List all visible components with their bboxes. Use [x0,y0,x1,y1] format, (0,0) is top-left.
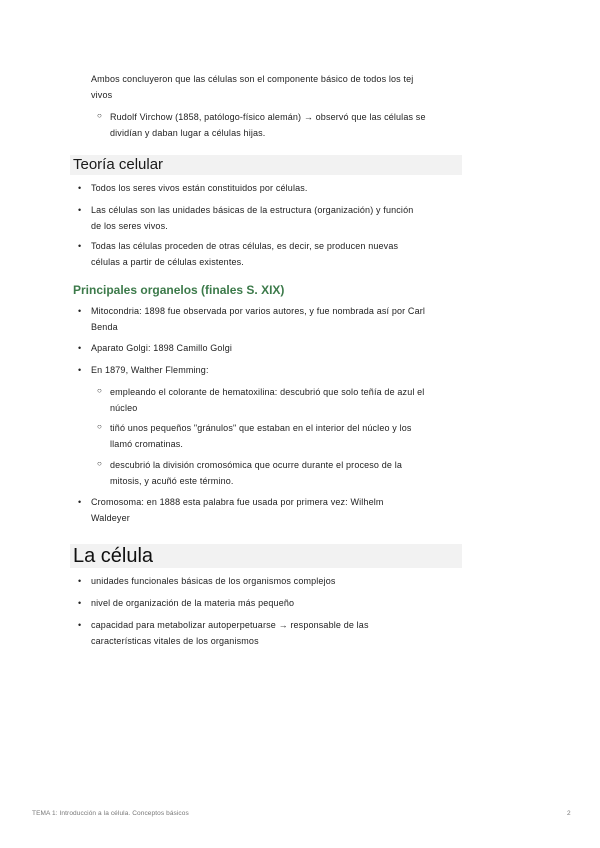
footer-page-number: 2 [567,810,571,817]
flemming-item-3-line-1: descubrió la división cromosómica que ocurre durante el proceso de la [110,460,402,470]
virchow-line-2: dividían y daban lugar a células hijas. [110,128,266,138]
organelo-item-3-text: En 1879, Walther Flemming: [91,365,209,375]
organelo-item-1-line-1: Mitocondria: 1898 fue observada por varios autores, y fue nombrada así por Carl [91,306,426,316]
cromosoma-line-2: Waldeyer [91,513,130,523]
circle-bullet-icon: ○ [97,422,102,431]
organelo-item-1-line-2: Benda [91,322,118,332]
flemming-item-3-line-2: mitosis, y acuñó este término. [110,476,234,486]
teoria-item-1 [78,180,461,196]
flemming-item-2-line-2: llamó cromatinas. [110,439,184,449]
teoria-item-1-text: Todos los seres vivos están constituidos por células. [91,183,308,193]
organelos-heading: Principales organelos (finales S. XIX) [73,283,285,297]
teoria-item-3 [78,238,461,270]
celula-item-1-text: unidades funcionales básicas de los organismos complejos [91,576,336,586]
circle-bullet-icon: ○ [97,459,102,468]
flemming-item-3 [97,457,462,489]
bullet-icon: • [78,598,82,608]
celula-item-2 [78,595,461,611]
teoria-item-2-line-2: de los seres vivos. [91,221,168,231]
bullet-icon: • [78,497,82,507]
flemming-item-1-line-1: empleando el colorante de hematoxilina: descubrió que solo teñía de azul el [110,387,425,397]
celula-item-3-line-2: características vitales de los organismos [91,636,259,646]
bullet-icon: • [78,343,82,353]
bullet-icon: • [78,183,82,193]
virchow-line-1: Rudolf Virchow (1858, patólogo-físico alemán) → observó que las células se [110,112,426,122]
celula-item-3-line-1: capacidad para metabolizar autoperpetuarse → responsable de las [91,620,369,630]
la-celula-heading: La célula [70,544,462,568]
circle-bullet-icon: ○ [97,111,102,120]
flemming-item-2 [97,420,462,452]
organelo-item-3 [78,362,461,378]
footer-chapter-title: TEMA 1: Introducción a la célula. Conceptos básicos [32,810,189,817]
teoria-item-3-line-1: Todas las células proceden de otras células, es decir, se producen nuevas [91,241,399,251]
bullet-icon: • [78,241,82,251]
bullet-icon: • [78,306,82,316]
bullet-icon: • [78,365,82,375]
celula-item-3 [78,617,461,649]
organelo-item-1 [78,303,463,335]
flemming-item-1 [97,384,462,416]
teoria-celular-heading: Teoría celular [70,155,462,175]
flemming-item-1-line-2: núcleo [110,403,138,413]
flemming-item-2-line-1: tiñó unos pequeños "gránulos" que estaban en el interior del núcleo y los [110,423,412,433]
intro-line-2: vivos [91,90,113,100]
celula-item-2-text: nivel de organización de la materia más pequeño [91,598,295,608]
teoria-item-3-line-2: células a partir de células existentes. [91,257,244,267]
intro-line-1: Ambos concluyeron que las células son el componente básico de todos los tej [91,74,414,84]
bullet-icon: • [78,576,82,586]
intro-paragraph [91,71,461,103]
bullet-icon: • [78,205,82,215]
teoria-item-2 [78,202,461,234]
teoria-item-2-line-1: Las células son las unidades básicas de la estructura (organización) y función [91,205,414,215]
celula-item-1 [78,573,461,589]
organelo-item-2-text: Aparato Golgi: 1898 Camillo Golgi [91,343,233,353]
organelo-item-2 [78,340,461,356]
circle-bullet-icon: ○ [97,386,102,395]
cromosoma-item [78,494,461,526]
virchow-item [97,109,460,141]
cromosoma-line-1: Cromosoma: en 1888 esta palabra fue usada por primera vez: Wilhelm [91,497,384,507]
bullet-icon: • [78,620,82,630]
